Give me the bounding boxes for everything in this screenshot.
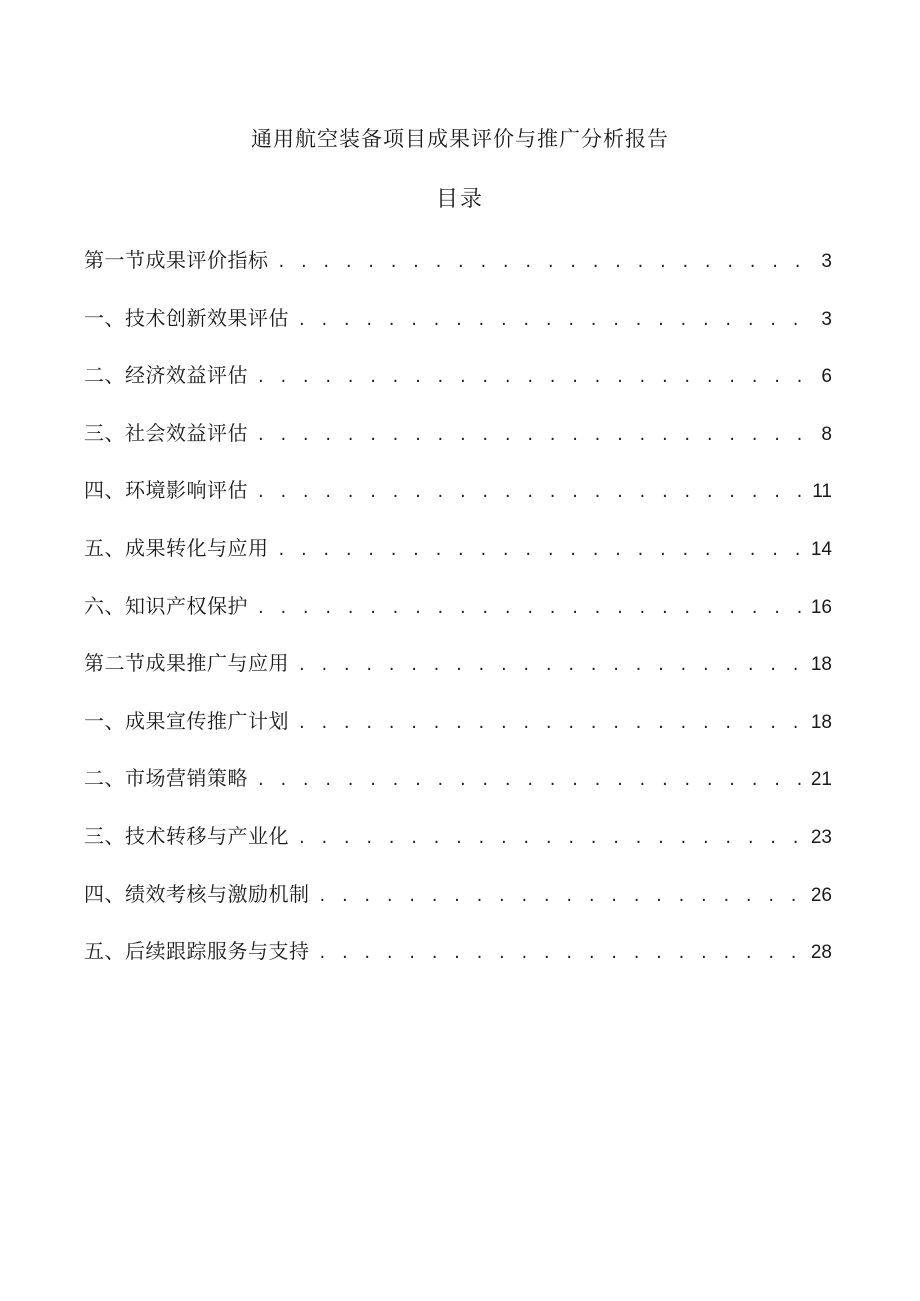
toc-entry[interactable] bbox=[84, 758, 832, 816]
toc-entry-label: 第一节成果评价指标 bbox=[84, 248, 269, 272]
toc-dot-leader bbox=[299, 300, 817, 340]
toc-dot-leader bbox=[258, 760, 807, 800]
toc-entry[interactable] bbox=[84, 298, 832, 356]
toc-page-number: 28 bbox=[810, 942, 832, 964]
toc-entry-label: 六、知识产权保护 bbox=[84, 593, 248, 618]
toc-entry-label: 二、市场营销策略 bbox=[84, 766, 248, 791]
toc-page-number: 3 bbox=[821, 308, 832, 330]
toc-page-number: 6 bbox=[821, 366, 832, 388]
toc-page-number: 26 bbox=[810, 884, 832, 906]
toc-entry[interactable] bbox=[84, 816, 832, 874]
toc-entry[interactable] bbox=[84, 586, 832, 644]
toc-dot-leader bbox=[320, 933, 807, 973]
toc-entry[interactable] bbox=[84, 931, 832, 989]
toc-entry[interactable] bbox=[84, 355, 832, 413]
toc-dot-leader bbox=[320, 876, 807, 916]
toc-entry-label: 四、绩效考核与激励机制 bbox=[84, 881, 310, 906]
toc-entry[interactable] bbox=[84, 240, 832, 298]
toc-entry[interactable] bbox=[84, 413, 832, 471]
toc-entry[interactable] bbox=[84, 874, 832, 932]
toc-entry[interactable] bbox=[84, 470, 832, 528]
toc-page-number: 11 bbox=[812, 481, 832, 503]
toc-entry-label: 四、环境影响评估 bbox=[84, 478, 248, 503]
toc-entry[interactable] bbox=[84, 701, 832, 759]
toc-entry-label: 五、后续跟踪服务与支持 bbox=[84, 939, 310, 964]
toc-dot-leader bbox=[279, 530, 807, 570]
toc-page-number: 21 bbox=[810, 769, 832, 791]
toc-dot-leader bbox=[299, 645, 807, 685]
toc-page-number: 14 bbox=[810, 538, 832, 560]
toc-page-number: 16 bbox=[810, 596, 832, 618]
toc-page-number: 18 bbox=[810, 711, 832, 733]
toc-heading: 目录 bbox=[435, 187, 484, 212]
toc-entry[interactable] bbox=[84, 643, 832, 701]
toc-entry-label: 五、成果转化与应用 bbox=[84, 535, 269, 560]
toc-page-number: 23 bbox=[810, 826, 832, 848]
toc-entry-label: 一、技术创新效果评估 bbox=[84, 305, 289, 330]
toc-entry-label: 一、成果宣传推广计划 bbox=[84, 708, 289, 733]
toc-entry-label: 第二节成果推广与应用 bbox=[84, 651, 289, 676]
toc-page-number: 18 bbox=[810, 654, 832, 676]
toc-entry-label: 三、技术转移与产业化 bbox=[84, 823, 289, 848]
toc-entry[interactable] bbox=[84, 528, 832, 586]
toc-page-number: 8 bbox=[821, 423, 832, 445]
toc-page-number: 3 bbox=[821, 251, 832, 272]
document-title: 通用航空装备项目成果评价与推广分析报告 bbox=[251, 127, 669, 151]
toc-dot-leader bbox=[258, 357, 817, 397]
toc-entry-label: 二、经济效益评估 bbox=[84, 363, 248, 388]
toc-dot-leader bbox=[299, 703, 807, 743]
toc-dot-leader bbox=[258, 472, 808, 512]
toc-dot-leader bbox=[258, 415, 817, 455]
toc-dot-leader bbox=[299, 818, 807, 858]
table-of-contents bbox=[84, 240, 832, 989]
toc-dot-leader bbox=[258, 588, 807, 628]
toc-dot-leader bbox=[279, 242, 818, 282]
toc-entry-label: 三、社会效益评估 bbox=[84, 420, 248, 445]
